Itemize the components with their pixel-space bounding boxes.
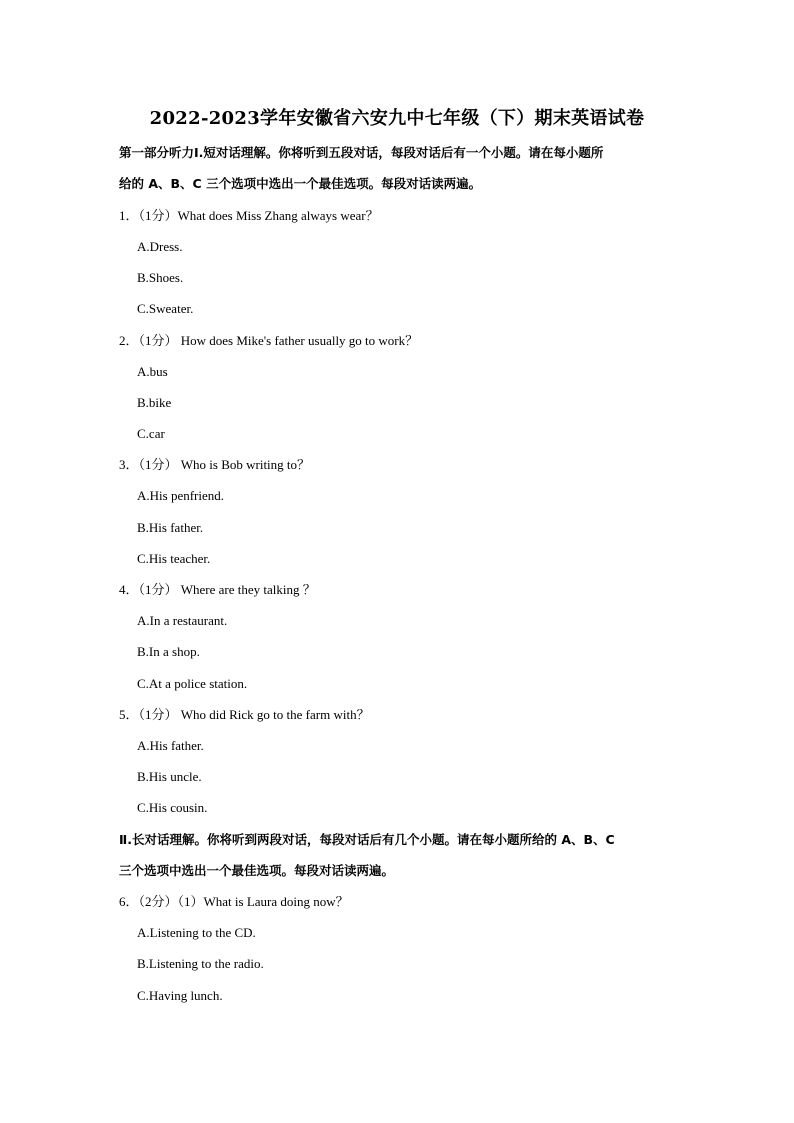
part1-instruction-line1: 第一部分听力Ⅰ.短对话理解。你将听到五段对话，每段对话后有一个小题。请在每小题所 (119, 145, 604, 160)
part2-instruction-line1: Ⅱ.长对话理解。你将听到两段对话，每段对话后有几个小题。请在每小题所给的 A、B、C (119, 832, 615, 847)
part1-instruction-line2: 给的 A、B、C 三个选项中选出一个最佳选项。每段对话读两遍。 (119, 176, 482, 191)
question-4-option-b: B.In a shop. (137, 644, 200, 659)
question-4: 4．（1分） Where are they talking ？ (119, 582, 316, 597)
question-5-option-a: A.His father. (137, 738, 204, 753)
question-6-option-c: C.Having lunch. (137, 988, 223, 1003)
question-1-option-b: B.Shoes. (137, 270, 184, 285)
part2-instructions (119, 824, 679, 886)
question-5-option-c: C.His cousin. (137, 800, 208, 815)
question-1: 1．（1分）What does Miss Zhang always wear？ (119, 208, 379, 223)
question-4-option-a: A.In a restaurant. (137, 613, 228, 628)
question-3-option-b: B.His father. (137, 520, 204, 535)
question-5-option-b: B.His uncle. (137, 769, 202, 784)
question-4-option-c: C.At a police station. (137, 676, 248, 691)
question-6-option-a: A.Listening to the CD. (137, 925, 256, 940)
question-1-option-c: C.Sweater. (137, 301, 194, 316)
question-2-option-a: A.bus (137, 364, 168, 379)
question-2: 2．（1分） How does Mike's father usually go to work？ (119, 333, 419, 348)
question-2-option-c: C.car (137, 426, 165, 441)
question-3-option-c: C.His teacher. (137, 551, 211, 566)
question-6: 6．（2分）（1）What is Laura doing now？ (119, 894, 349, 909)
question-3: 3．（1分） Who is Bob writing to？ (119, 457, 311, 472)
part2-instruction-line2: 三个选项中选出一个最佳选项。每段对话读两遍。 (119, 863, 395, 878)
question-5: 5．（1分） Who did Rick go to the farm with？ (119, 707, 370, 722)
exam-title: 2022-2023学年安徽省六安九中七年级（下）期末英语试卷 (149, 108, 645, 129)
question-6-option-b: B.Listening to the radio. (137, 956, 264, 971)
question-3-option-a: A.His penfriend. (137, 488, 225, 503)
question-2-option-b: B.bike (137, 395, 172, 410)
question-1-option-a: A.Dress. (137, 239, 183, 254)
part1-instructions (119, 137, 679, 199)
